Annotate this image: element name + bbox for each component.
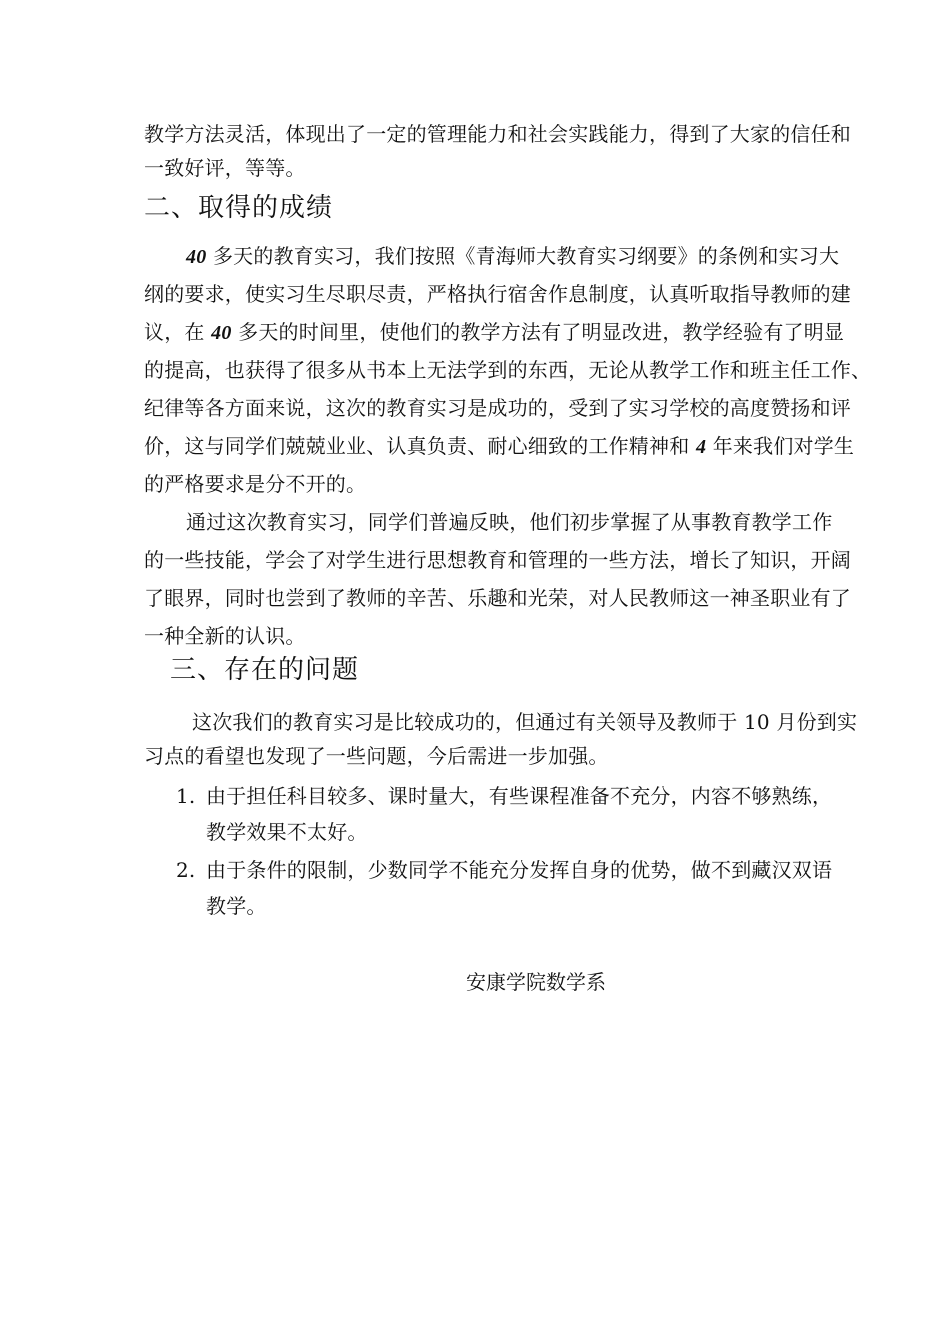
text-span: 年来我们对学生 xyxy=(706,434,855,458)
list-item-line: 由于条件的限制，少数同学不能充分发挥自身的优势，做不到藏汉双语 xyxy=(206,858,833,882)
paragraph-line: 纪律等各方面来说，这次的教育实习是成功的，受到了实习学校的高度赞扬和评 xyxy=(144,396,851,420)
text-span: 多天的时间里，使他们的教学方法有了明显改进，教学经验有了明显 xyxy=(231,320,845,344)
paragraph-line: 通过这次教育实习，同学们普遍反映，他们初步掌握了从事教育教学工作 xyxy=(186,510,833,534)
text-span: 价，这与同学们兢兢业业、认真负责、耐心细致的工作精神和 xyxy=(144,434,696,458)
signature: 安康学院数学系 xyxy=(466,970,606,994)
paragraph-line: 这次我们的教育实习是比较成功的，但通过有关领导及教师于 10 月份到实 xyxy=(192,710,858,734)
paragraph-line: 了眼界，同时也尝到了教师的辛苦、乐趣和光荣，对人民教师这一神圣职业有了 xyxy=(144,586,851,610)
number-40: 40 xyxy=(186,246,207,268)
paragraph-line xyxy=(144,434,854,459)
intro-line-1: 教学方法灵活，体现出了一定的管理能力和社会实践能力，得到了大家的信任和 xyxy=(144,122,851,146)
text-span: 议，在 xyxy=(144,320,212,344)
paragraph-line: 的严格要求是分不开的。 xyxy=(144,472,367,496)
paragraph-line: 的提高，也获得了很多从书本上无法学到的东西，无论从教学工作和班主任工作、 xyxy=(144,358,872,382)
paragraph-line: 纲的要求，使实习生尽职尽责，严格执行宿舍作息制度，认真听取指导教师的建 xyxy=(144,282,851,306)
paragraph-line xyxy=(186,244,839,269)
intro-line-2: 一致好评，等等。 xyxy=(144,156,306,180)
paragraph-line: 一种全新的认识。 xyxy=(144,624,306,648)
paragraph-line: 的一些技能，学会了对学生进行思想教育和管理的一些方法，增长了知识，开阔 xyxy=(144,548,851,572)
number-4: 4 xyxy=(695,436,707,458)
paragraph-line xyxy=(144,320,844,345)
list-item-line: 由于担任科目较多、课时量大，有些课程准备不充分，内容不够熟练， xyxy=(206,784,833,808)
number-40: 40 xyxy=(211,322,232,344)
list-item-line: 教学。 xyxy=(206,894,267,918)
section-heading-problems: 三、存在的问题 xyxy=(170,655,360,685)
list-item-number: 2. xyxy=(176,858,196,882)
list-item-line: 教学效果不太好。 xyxy=(206,820,368,844)
section-heading-achievements: 二、取得的成绩 xyxy=(144,193,334,223)
list-item-number: 1. xyxy=(176,784,196,808)
text-span: 多天的教育实习，我们按照《青海师大教育实习纲要》的条例和实习大 xyxy=(206,244,840,268)
paragraph-line: 习点的看望也发现了一些问题，今后需进一步加强。 xyxy=(144,744,609,768)
